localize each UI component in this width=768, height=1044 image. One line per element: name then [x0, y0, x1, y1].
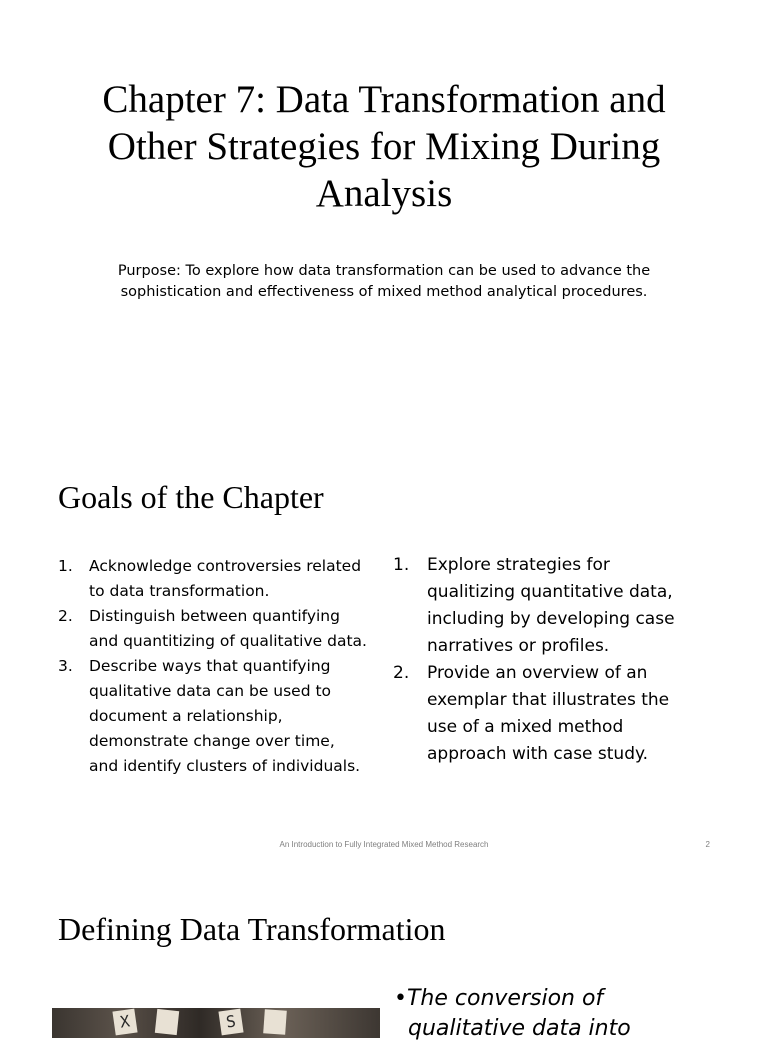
list-item: [58, 604, 368, 654]
list-item: [393, 552, 703, 660]
bullet-text-continued: qualitative data into: [408, 1016, 631, 1041]
bullet-text: The conversion of: [406, 986, 604, 1011]
slide-footer: An Introduction to Fully Integrated Mixed Method Research: [279, 840, 489, 849]
goals-list-right: [393, 552, 703, 768]
list-item: [58, 554, 368, 604]
bullet-icon: •: [394, 986, 407, 1011]
goals-list-left: [58, 554, 368, 779]
defining-title: Defining Data Transformation: [58, 911, 446, 947]
slide-title: [0, 0, 768, 430]
letter-tile: [155, 1009, 179, 1035]
list-number: 2.: [58, 607, 73, 625]
letter-tiles-photo: [52, 1008, 380, 1038]
goals-title: Goals of the Chapter: [58, 479, 324, 515]
list-number: 1.: [393, 555, 410, 575]
letter-tile: [263, 1009, 287, 1034]
slide-goals: [0, 430, 768, 862]
letter-tile: S: [218, 1009, 243, 1036]
list-text: Acknowledge controversies related to data transformation.: [89, 557, 362, 600]
letter-tile: X: [112, 1009, 137, 1036]
list-text: Describe ways that quantifying qualitative data can be used to document a relationship, demonstrate change over time, and identify clusters of individuals.: [89, 657, 361, 775]
purpose-text: Purpose: To explore how data transformation can be used to advance the sophistication and effectiveness of mixed method analytical procedures.: [117, 263, 651, 300]
definition-bullet: [394, 984, 754, 1044]
list-text: Explore strategies for qualitizing quantitative data, including by developing case narratives or profiles.: [427, 555, 675, 656]
page-number: 2: [705, 840, 710, 849]
list-number: 1.: [58, 557, 73, 575]
slide-defining: [0, 862, 768, 1041]
list-item: [58, 654, 368, 779]
chapter-title: Chapter 7: Data Transformation and Other Strategies for Mixing During Analysis: [102, 78, 666, 215]
list-item: [393, 660, 703, 768]
list-text: Distinguish between quantifying and quantitizing of qualitative data.: [89, 607, 367, 650]
list-number: 2.: [393, 663, 410, 683]
list-number: 3.: [58, 657, 73, 675]
list-text: Provide an overview of an exemplar that illustrates the use of a mixed method approach with case study.: [427, 663, 670, 764]
